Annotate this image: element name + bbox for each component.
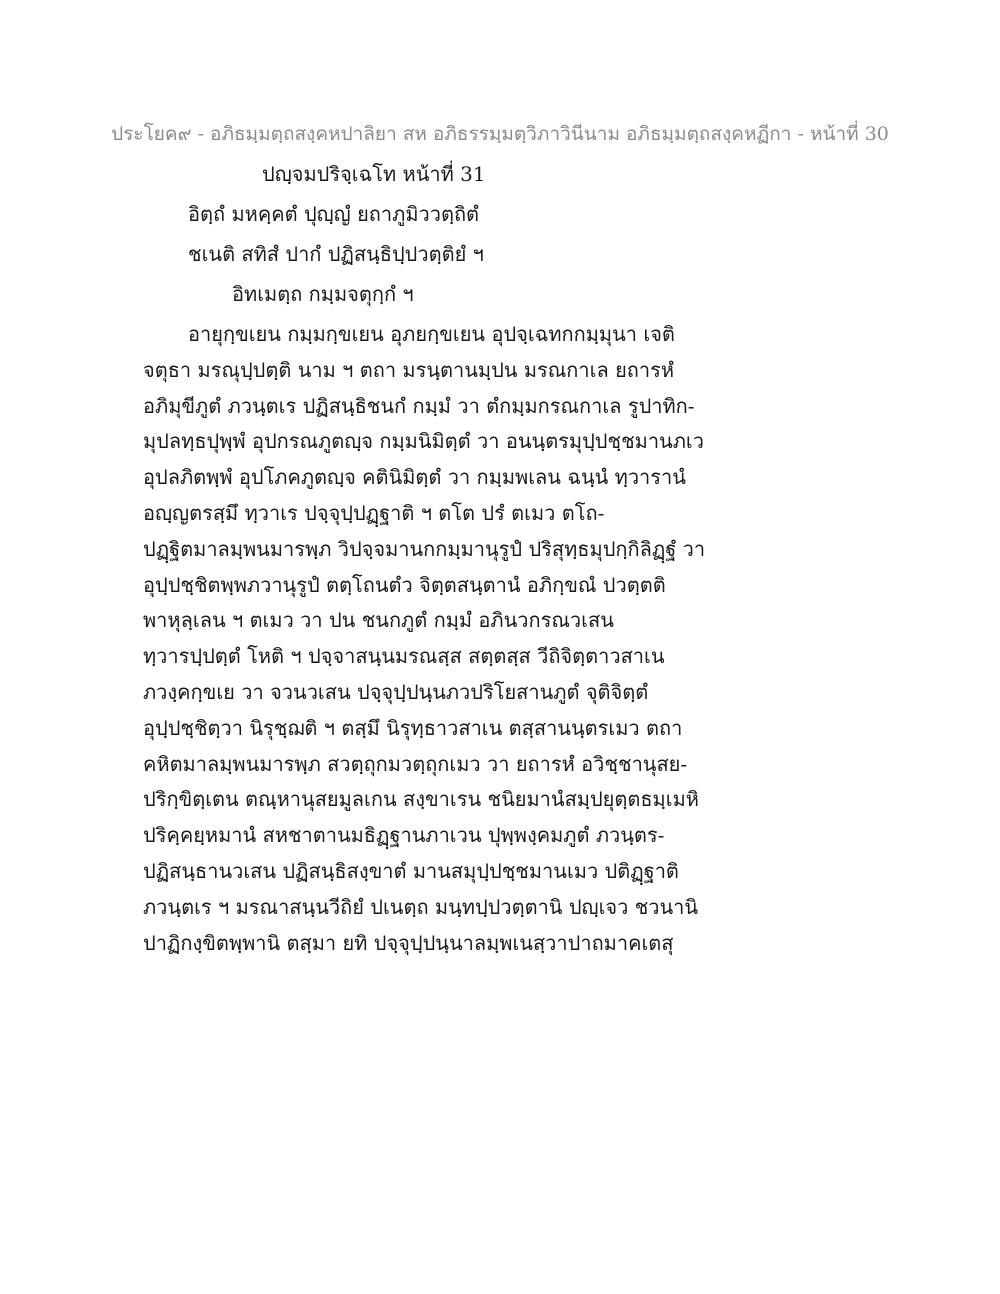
body-line: ปฏิสนฺธานวเสน ปฏิสนฺธิสงฺขาตํ มานสมุปฺปชฺชมานเมว ปติฏฺฐาติ [143, 858, 679, 883]
verse-line-2: ชเนติ สทิสํ ปากํ ปฏิสนฺธิปฺปวตฺติยํ ฯ [188, 242, 484, 266]
body-line: มุปลทฺธปุพฺพํ อุปกรณภูตญฺจ กมฺมนิมิตฺตํ วา อนนฺตรมุปฺปชฺชมานภเว [143, 429, 704, 454]
body-line: ปริกฺขิตฺเตน ตณฺหานุสยมูลเกน สงฺขาเรน ชนิยมานํสมฺปยุตฺตธมฺเมหิ [143, 787, 699, 812]
body-line: ทฺวารปฺปตฺตํ โหติ ฯ ปจฺจาสนฺนมรณสฺส สตฺตสฺส วีถิจิตฺตาวสาเน [143, 644, 665, 669]
body-line: พาหุลฺเลน ฯ ตเมว วา ปน ชนกภูตํ กมฺมํ อภินวกรณวเสน [143, 608, 614, 633]
body-line: ปาฏิกงฺขิตพฺพานิ ตสฺมา ยทิ ปจฺจุปฺปนฺนาลมฺพเนสฺวาปาถมาคเตสุ [143, 930, 674, 955]
body-line: อุปลภิตพฺพํ อุปโภคภูตญฺจ คตินิมิตฺตํ วา กมฺมพเลน ฉนฺนํ ทฺวารานํ [143, 465, 686, 490]
body-line: อุปฺปชฺชิตพฺพภวานุรูปํ ตตฺโถนตํว จิตฺตสนฺตานํ อภิกฺขณํ ปวตฺตติ [143, 572, 666, 597]
body-line: คหิตมาลมฺพนมารพฺภ สวตฺถุกมวตฺถุกเมว วา ยถารหํ อวิชฺชานุสย- [143, 751, 688, 776]
body-line: ภวงฺคกฺขเย วา จวนวเสน ปจฺจุปฺปนฺนภวปริโยสานภูตํ จุติจิตฺตํ [143, 679, 649, 704]
body-line: จตุธา มรณุปฺปตฺติ นาม ฯ ตถา มรนฺตานมฺปน มรณกาเล ยถารหํ [143, 357, 675, 382]
body-line: ปริคฺคยฺหมานํ สหชาตานมธิฏฺฐานภาเวน ปุพฺพงฺคมภูตํ ภวนฺตร- [143, 823, 665, 848]
verse-closing-line: อิทเมตฺถ กมฺมจตุกฺกํ ฯ [232, 282, 414, 306]
body-line: อายุกฺขเยน กมฺมกฺขเยน อุภยกฺขเยน อุปจฺเฉทกกมฺมุนา เจติ [188, 322, 675, 346]
body-line: ปฏฺฐิตมาลมฺพนมารพฺภ วิปจฺจมานกกมฺมานุรูปํ ปริสุทฺธมุปกฺกิลิฏฺฐํ วา [143, 536, 706, 561]
body-line: ภวนฺตเร ฯ มรณาสนฺนวีถิยํ ปเนตฺถ มนฺทปฺปวตฺตานิ ปญฺเจว ชวนานิ [143, 894, 699, 919]
body-line: อุปฺปชฺชิตฺวา นิรุชฺฌติ ฯ ตสฺมึ นิรุทฺธาวสาเน ตสฺสานนฺตรเมว ตถา [143, 715, 683, 740]
body-paragraph [143, 319, 863, 963]
section-title: ปญฺจมปริจฺเฉโท หน้าที่ 31 [262, 162, 486, 186]
running-header: ประโยค๙ - อภิธมฺมตฺถสงฺคหปาลิยา สห อภิธรรมฺมตฺวิภาวินีนาม อภิธมฺมตฺถสงฺคหฏีกา - หน้าที่ 30 [111, 123, 889, 145]
body-line: อภิมุขีภูตํ ภวนฺตเร ปฏิสนฺธิชนกํ กมฺมํ วา ตํกมฺมกรณกาเล รูปาทิก- [143, 393, 695, 418]
verse-line-1: อิตฺถํ มหคฺคตํ ปุญฺญํ ยถาภูมิววตฺถิตํ [188, 202, 480, 226]
body-line: อญฺญตรสฺมึ ทฺวาเร ปจฺจุปฺปฏฺฐาติ ฯ ตโต ปรํ ตเมว ตโถ- [143, 500, 605, 525]
